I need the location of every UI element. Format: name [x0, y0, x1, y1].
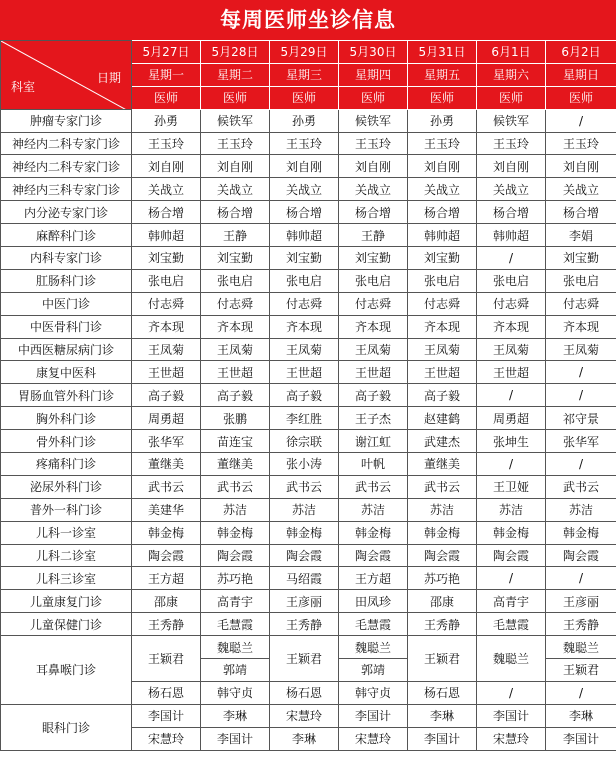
department-cell: 疼痛科门诊: [1, 453, 132, 476]
doctor-cell: 刘自刚: [339, 155, 408, 178]
table-row: [1, 475, 616, 498]
doctor-cell: /: [546, 384, 616, 407]
doctor-cell: 田凤珍: [339, 590, 408, 613]
table-row: [1, 109, 616, 132]
date-cell: 6月1日: [477, 41, 546, 64]
table-row: [1, 361, 616, 384]
doctor-cell: 邵康: [132, 590, 201, 613]
doctor-cell: 谢江虹: [339, 430, 408, 453]
doctor-cell: 王秀静: [546, 613, 616, 636]
doctor-header-cell: 医师: [477, 86, 546, 109]
doctor-cell: 张鹏: [201, 407, 270, 430]
doctor-cell: 王方超: [339, 567, 408, 590]
schedule-table: [0, 40, 616, 751]
schedule-body: [1, 41, 616, 751]
doctor-cell: 刘宝勤: [546, 247, 616, 270]
doctor-cell: 祁守景: [546, 407, 616, 430]
department-cell: 胃肠血管外科门诊: [1, 384, 132, 407]
doctor-cell: 孙勇: [270, 109, 339, 132]
doctor-cell: 韩金梅: [132, 521, 201, 544]
table-row: [1, 453, 616, 476]
doctor-cell: 王凤菊: [408, 338, 477, 361]
doctor-header-cell: 医师: [132, 86, 201, 109]
weekday-cell: 星期四: [339, 63, 408, 86]
doctor-cell: 王玉玲: [546, 132, 616, 155]
doctor-cell: 付志舜: [201, 292, 270, 315]
doctor-cell: 韩金梅: [339, 521, 408, 544]
doctor-cell: 周勇超: [132, 407, 201, 430]
doctor-cell: 王方超: [132, 567, 201, 590]
doctor-cell: 苏洁: [270, 498, 339, 521]
doctor-cell: 李国计: [339, 704, 408, 727]
department-cell: 儿童保健门诊: [1, 613, 132, 636]
doctor-cell: 徐宗联: [270, 430, 339, 453]
doctor-cell: /: [546, 567, 616, 590]
doctor-header-cell: 医师: [201, 86, 270, 109]
doctor-cell: /: [546, 453, 616, 476]
doctor-cell: 苏洁: [546, 498, 616, 521]
doctor-cell: 王凤菊: [477, 338, 546, 361]
doctor-cell: 叶帆: [339, 453, 408, 476]
doctor-cell: 马绍霞: [270, 567, 339, 590]
doctor-cell: 王颖君: [546, 659, 616, 682]
department-cell: 肿瘤专家门诊: [1, 109, 132, 132]
doctor-cell: 陶会霞: [408, 544, 477, 567]
doctor-cell: 付志舜: [408, 292, 477, 315]
department-cell: 儿科一诊室: [1, 521, 132, 544]
weekday-cell: 星期六: [477, 63, 546, 86]
table-row-ent: [1, 636, 616, 659]
doctor-cell: 苏巧艳: [408, 567, 477, 590]
doctor-cell: 王秀静: [270, 613, 339, 636]
doctor-cell: /: [477, 681, 546, 704]
doctor-cell: 韩金梅: [477, 521, 546, 544]
doctor-cell: 苏洁: [408, 498, 477, 521]
doctor-cell: 陶会霞: [339, 544, 408, 567]
doctor-cell: 毛慧霞: [477, 613, 546, 636]
department-cell: 骨外科门诊: [1, 430, 132, 453]
doctor-cell: 王彦丽: [546, 590, 616, 613]
doctor-cell: 王静: [201, 224, 270, 247]
doctor-cell: 武书云: [201, 475, 270, 498]
doctor-cell: /: [477, 384, 546, 407]
doctor-cell: 韩金梅: [201, 521, 270, 544]
doctor-cell: 张电启: [477, 269, 546, 292]
department-cell: 麻醉科门诊: [1, 224, 132, 247]
doctor-cell: 刘自刚: [546, 155, 616, 178]
doctor-cell: 郭靖: [201, 659, 270, 682]
doctor-cell: /: [477, 453, 546, 476]
doctor-cell: 高子毅: [408, 384, 477, 407]
doctor-cell: 付志舜: [339, 292, 408, 315]
doctor-cell: 王玉玲: [408, 132, 477, 155]
weekday-cell: 星期五: [408, 63, 477, 86]
doctor-cell: 杨合增: [546, 201, 616, 224]
doctor-cell: 刘自刚: [132, 155, 201, 178]
doctor-cell: 苏巧艳: [201, 567, 270, 590]
doctor-cell: /: [546, 109, 616, 132]
doctor-cell: 韩守贞: [201, 681, 270, 704]
room-label: 科室: [11, 79, 36, 94]
doctor-cell: 陶会霞: [477, 544, 546, 567]
doctor-cell: 候铁军: [201, 109, 270, 132]
doctor-cell: 王颖君: [408, 636, 477, 682]
table-row: [1, 292, 616, 315]
doctor-cell: 王世超: [270, 361, 339, 384]
doctor-cell: 魏聪兰: [201, 636, 270, 659]
doctor-cell: 王玉玲: [270, 132, 339, 155]
doctor-cell: 高子毅: [201, 384, 270, 407]
doctor-cell: 关战立: [477, 178, 546, 201]
doctor-cell: 齐本现: [270, 315, 339, 338]
table-row: [1, 269, 616, 292]
doctor-cell: 刘宝勤: [339, 247, 408, 270]
doctor-cell: 李国计: [477, 704, 546, 727]
doctor-cell: 关战立: [339, 178, 408, 201]
doctor-cell: 杨合增: [132, 201, 201, 224]
doctor-cell: 王凤菊: [339, 338, 408, 361]
doctor-cell: 王玉玲: [132, 132, 201, 155]
department-cell: 普外一科门诊: [1, 498, 132, 521]
doctor-cell: 关战立: [408, 178, 477, 201]
doctor-cell: 王秀静: [408, 613, 477, 636]
doctor-cell: 李琳: [201, 704, 270, 727]
doctor-cell: 李琳: [546, 704, 616, 727]
doctor-cell: 齐本现: [408, 315, 477, 338]
doctor-cell: 关战立: [201, 178, 270, 201]
table-row: [1, 315, 616, 338]
department-cell: 耳鼻喉门诊: [1, 636, 132, 705]
doctor-cell: 武建杰: [408, 430, 477, 453]
doctor-cell: 李琳: [408, 704, 477, 727]
doctor-cell: 付志舜: [546, 292, 616, 315]
doctor-cell: 杨合增: [270, 201, 339, 224]
doctor-cell: 张电启: [132, 269, 201, 292]
doctor-cell: 王子杰: [339, 407, 408, 430]
department-cell: 内科专家门诊: [1, 247, 132, 270]
doctor-cell: /: [477, 247, 546, 270]
table-row: [1, 521, 616, 544]
doctor-cell: /: [477, 567, 546, 590]
doctor-cell: 张电启: [339, 269, 408, 292]
doctor-cell: 王秀静: [132, 613, 201, 636]
doctor-cell: 王玉玲: [201, 132, 270, 155]
doctor-cell: 王颖君: [132, 636, 201, 682]
table-row: [1, 178, 616, 201]
doctor-cell: 齐本现: [339, 315, 408, 338]
date-cell: 5月31日: [408, 41, 477, 64]
doctor-cell: 王凤菊: [132, 338, 201, 361]
doctor-cell: 刘宝勤: [408, 247, 477, 270]
doctor-cell: 韩金梅: [546, 521, 616, 544]
doctor-cell: 毛慧霞: [201, 613, 270, 636]
doctor-cell: 王世超: [132, 361, 201, 384]
doctor-cell: 刘宝勤: [201, 247, 270, 270]
date-cell: 5月28日: [201, 41, 270, 64]
doctor-cell: 武书云: [339, 475, 408, 498]
doctor-cell: 刘自刚: [270, 155, 339, 178]
doctor-cell: 苏洁: [339, 498, 408, 521]
doctor-cell: 王玉玲: [477, 132, 546, 155]
doctor-header-cell: 医师: [339, 86, 408, 109]
doctor-cell: 齐本现: [546, 315, 616, 338]
doctor-cell: 关战立: [546, 178, 616, 201]
department-cell: 胸外科门诊: [1, 407, 132, 430]
doctor-cell: 武书云: [270, 475, 339, 498]
doctor-cell: 张电启: [270, 269, 339, 292]
doctor-cell: 齐本现: [132, 315, 201, 338]
doctor-cell: 杨合增: [477, 201, 546, 224]
department-cell: 儿童康复门诊: [1, 590, 132, 613]
table-row: [1, 567, 616, 590]
doctor-cell: 刘自刚: [408, 155, 477, 178]
doctor-cell: 宋慧玲: [270, 704, 339, 727]
doctor-cell: 张华军: [546, 430, 616, 453]
doctor-cell: 魏聪兰: [339, 636, 408, 659]
table-row-eye: [1, 704, 616, 727]
doctor-cell: 王卫娅: [477, 475, 546, 498]
doctor-cell: 王世超: [201, 361, 270, 384]
doctor-cell: 关战立: [132, 178, 201, 201]
doctor-cell: 韩帅超: [408, 224, 477, 247]
table-row: [1, 544, 616, 567]
department-cell: 神经内二科专家门诊: [1, 132, 132, 155]
weekday-cell: 星期一: [132, 63, 201, 86]
date-label: 日期: [96, 71, 121, 85]
doctor-cell: 杨石恩: [132, 681, 201, 704]
department-cell: 中西医糖尿病门诊: [1, 338, 132, 361]
header-row-dates: [1, 41, 616, 64]
doctor-cell: 魏聪兰: [546, 636, 616, 659]
doctor-cell: 韩帅超: [477, 224, 546, 247]
doctor-cell: 孙勇: [408, 109, 477, 132]
doctor-cell: 邵康: [408, 590, 477, 613]
doctor-cell: 孙勇: [132, 109, 201, 132]
doctor-cell: /: [546, 361, 616, 384]
doctor-cell: 刘宝勤: [270, 247, 339, 270]
doctor-cell: 韩金梅: [408, 521, 477, 544]
doctor-cell: 张电启: [201, 269, 270, 292]
doctor-cell: 陶会霞: [270, 544, 339, 567]
doctor-cell: 付志舜: [132, 292, 201, 315]
doctor-cell: 宋慧玲: [132, 727, 201, 750]
date-cell: 5月30日: [339, 41, 408, 64]
doctor-cell: 刘自刚: [201, 155, 270, 178]
doctor-cell: 付志舜: [477, 292, 546, 315]
doctor-cell: 赵建鹤: [408, 407, 477, 430]
weekday-cell: 星期三: [270, 63, 339, 86]
department-cell: 肛肠科门诊: [1, 269, 132, 292]
doctor-cell: 李国计: [408, 727, 477, 750]
doctor-cell: 高青宇: [477, 590, 546, 613]
doctor-cell: 武书云: [132, 475, 201, 498]
department-cell: 儿科二诊室: [1, 544, 132, 567]
table-row: [1, 155, 616, 178]
doctor-cell: 高子毅: [270, 384, 339, 407]
date-cell: 6月2日: [546, 41, 616, 64]
doctor-cell: 高子毅: [132, 384, 201, 407]
doctor-cell: 董继美: [132, 453, 201, 476]
table-row: [1, 613, 616, 636]
doctor-cell: 齐本现: [477, 315, 546, 338]
doctor-cell: 王颖君: [270, 636, 339, 682]
doctor-cell: 王凤菊: [546, 338, 616, 361]
doctor-cell: 王凤菊: [270, 338, 339, 361]
doctor-cell: 李红胜: [270, 407, 339, 430]
doctor-cell: 王玉玲: [339, 132, 408, 155]
doctor-cell: 武书云: [546, 475, 616, 498]
doctor-cell: 周勇超: [477, 407, 546, 430]
doctor-cell: 苏洁: [201, 498, 270, 521]
date-cell: 5月27日: [132, 41, 201, 64]
doctor-cell: 候铁军: [339, 109, 408, 132]
doctor-header-cell: 医师: [546, 86, 616, 109]
doctor-cell: 李国计: [546, 727, 616, 750]
doctor-cell: 高青宇: [201, 590, 270, 613]
doctor-header-cell: 医师: [408, 86, 477, 109]
doctor-cell: 张小涛: [270, 453, 339, 476]
doctor-cell: 王静: [339, 224, 408, 247]
doctor-cell: 杨石恩: [408, 681, 477, 704]
doctor-cell: 王世超: [477, 361, 546, 384]
doctor-cell: 董继美: [408, 453, 477, 476]
department-cell: 中医骨科门诊: [1, 315, 132, 338]
department-cell: 中医门诊: [1, 292, 132, 315]
doctor-cell: 宋慧玲: [477, 727, 546, 750]
doctor-cell: 关战立: [270, 178, 339, 201]
doctor-cell: 王世超: [408, 361, 477, 384]
table-row: [1, 430, 616, 453]
department-cell: 眼科门诊: [1, 704, 132, 750]
table-row: [1, 338, 616, 361]
doctor-cell: 韩金梅: [270, 521, 339, 544]
doctor-cell: 毛慧霞: [339, 613, 408, 636]
doctor-cell: 刘自刚: [477, 155, 546, 178]
doctor-cell: 魏聪兰: [477, 636, 546, 682]
doctor-cell: 韩守贞: [339, 681, 408, 704]
department-cell: 康复中医科: [1, 361, 132, 384]
doctor-cell: 陶会霞: [201, 544, 270, 567]
doctor-cell: 张电启: [546, 269, 616, 292]
doctor-cell: 张电启: [408, 269, 477, 292]
table-row: [1, 498, 616, 521]
doctor-cell: 付志舜: [270, 292, 339, 315]
department-cell: 神经内二科专家门诊: [1, 155, 132, 178]
table-row: [1, 132, 616, 155]
doctor-cell: 杨石恩: [270, 681, 339, 704]
doctor-cell: 韩帅超: [270, 224, 339, 247]
department-cell: 内分泌专家门诊: [1, 201, 132, 224]
department-cell: 儿科三诊室: [1, 567, 132, 590]
table-row: [1, 590, 616, 613]
doctor-cell: 王凤菊: [201, 338, 270, 361]
doctor-cell: 武书云: [408, 475, 477, 498]
doctor-header-cell: 医师: [270, 86, 339, 109]
doctor-cell: 李国计: [132, 704, 201, 727]
doctor-cell: 齐本现: [201, 315, 270, 338]
date-cell: 5月29日: [270, 41, 339, 64]
weekday-cell: 星期日: [546, 63, 616, 86]
doctor-cell: 宋慧玲: [339, 727, 408, 750]
doctor-cell: 郭靖: [339, 659, 408, 682]
doctor-cell: 王彦丽: [270, 590, 339, 613]
doctor-cell: 张坤生: [477, 430, 546, 453]
doctor-cell: 美建华: [132, 498, 201, 521]
doctor-cell: 高子毅: [339, 384, 408, 407]
doctor-cell: 候铁军: [477, 109, 546, 132]
doctor-cell: 陶会霞: [546, 544, 616, 567]
doctor-cell: 陶会霞: [132, 544, 201, 567]
department-cell: 泌尿外科门诊: [1, 475, 132, 498]
doctor-cell: 刘宝勤: [132, 247, 201, 270]
doctor-cell: 王世超: [339, 361, 408, 384]
table-row: [1, 407, 616, 430]
department-cell: 神经内三科专家门诊: [1, 178, 132, 201]
doctor-cell: 董继美: [201, 453, 270, 476]
table-row: [1, 201, 616, 224]
table-row: [1, 247, 616, 270]
doctor-cell: 李国计: [201, 727, 270, 750]
page-title: 每周医师坐诊信息: [0, 0, 616, 40]
doctor-cell: 苗连宝: [201, 430, 270, 453]
doctor-cell: 李琳: [270, 727, 339, 750]
header-corner: [1, 41, 132, 110]
doctor-cell: 苏洁: [477, 498, 546, 521]
doctor-cell: 杨合增: [339, 201, 408, 224]
doctor-cell: 韩帅超: [132, 224, 201, 247]
doctor-cell: /: [546, 681, 616, 704]
weekday-cell: 星期二: [201, 63, 270, 86]
doctor-cell: 李娟: [546, 224, 616, 247]
doctor-cell: 杨合增: [408, 201, 477, 224]
table-row: [1, 224, 616, 247]
table-row: [1, 384, 616, 407]
doctor-cell: 张华军: [132, 430, 201, 453]
doctor-cell: 杨合增: [201, 201, 270, 224]
